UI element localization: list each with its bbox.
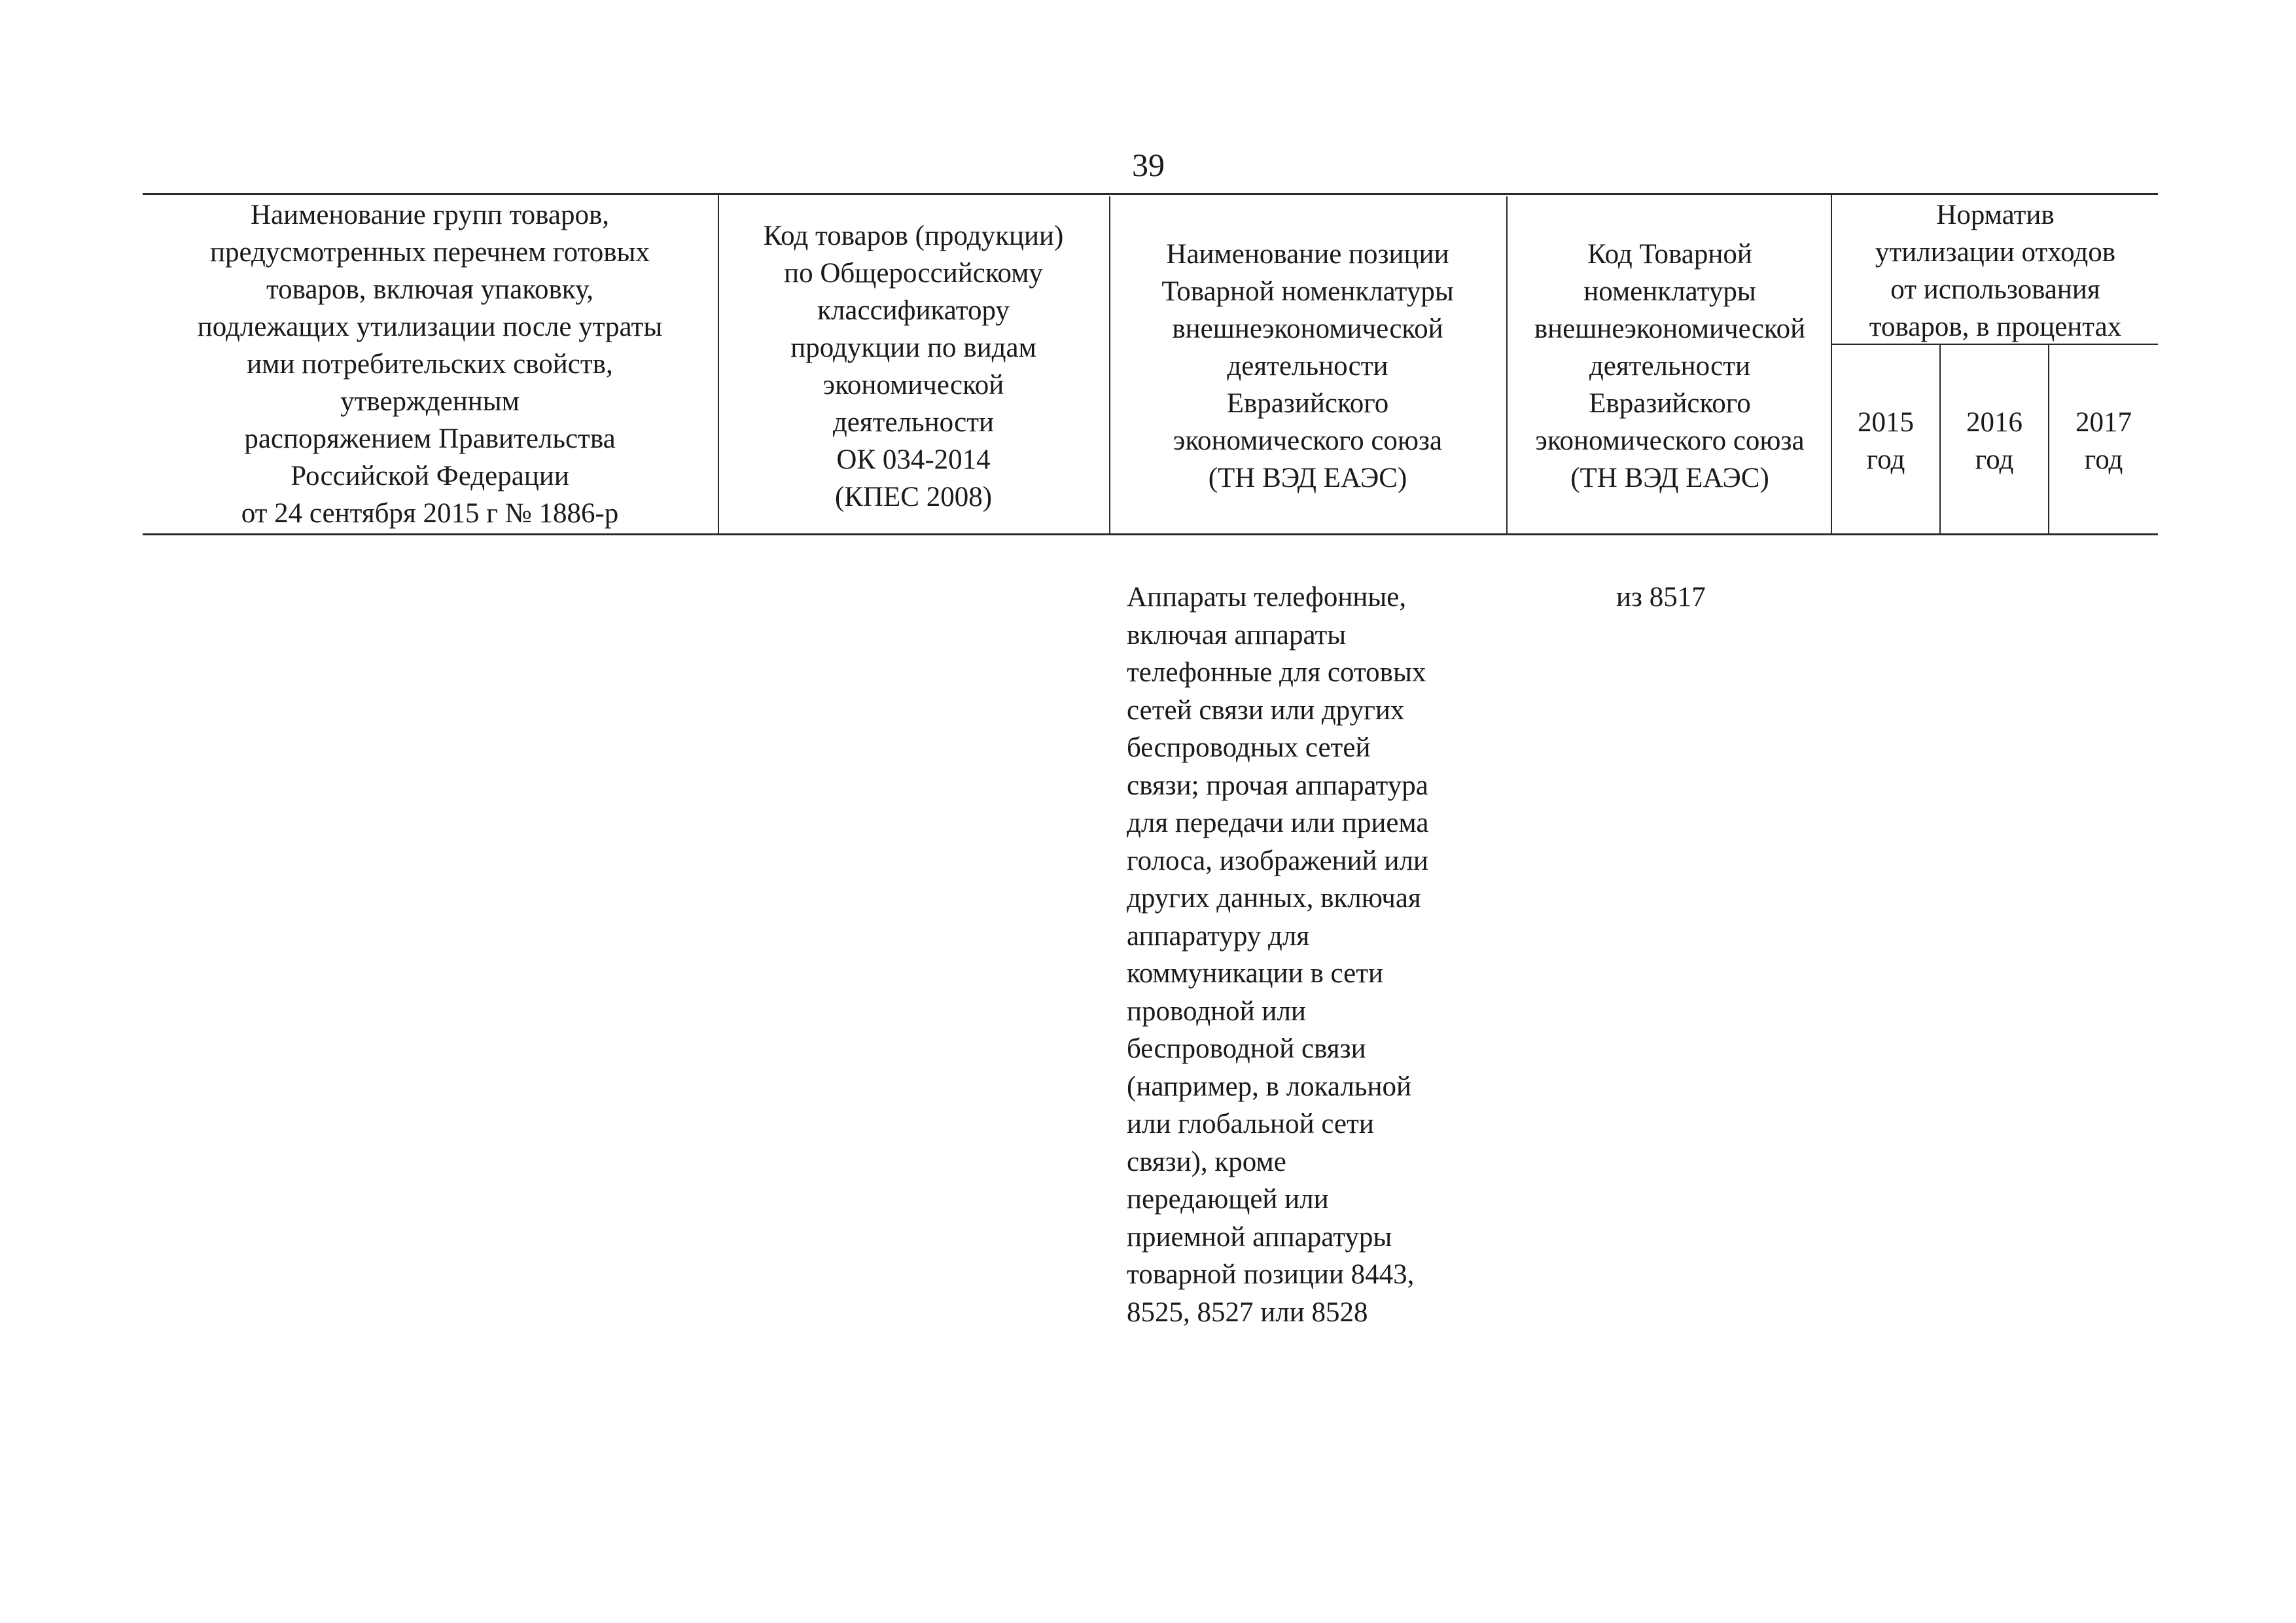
- table-header-bottom-rule: [143, 533, 2158, 535]
- header-tnved-code: Код Товарной номенклатуры внешнеэкономической деятельности Евразийского экономического союза (ТН ВЭД ЕАЭС): [1534, 239, 1806, 493]
- column-divider-2: [1109, 196, 1110, 535]
- header-norm: Норматив утилизации отходов от использования товаров, в процентах: [1869, 200, 2122, 342]
- header-year-2016: 2016 год: [1966, 407, 2022, 475]
- header-year-2015: 2015 год: [1858, 407, 1914, 475]
- header-tnved-name: Наименование позиции Товарной номенклатуры внешнеэкономической деятельности Евразийского экономического союза (ТН ВЭД ЕАЭС): [1161, 239, 1454, 493]
- page-number: 39: [1132, 147, 1165, 183]
- table-top-rule: [143, 193, 2158, 195]
- row-tnved-code: из 8517: [1616, 582, 1706, 613]
- row-tnved-name: Аппараты телефонные, включая аппараты телефонные для сотовых сетей связи или других беспроводных сетей связи; прочая аппаратура для передачи или приема голоса, изображений или других данных, включая аппаратуру для коммуникации в сети проводной или беспроводной связи (например, в локальной или глобальной сети связи), кроме передающей или приемной аппаратуры товарной позиции 8443, 8525, 8527 или 8528: [1127, 582, 1429, 1328]
- header-year-2017: 2017 год: [2075, 407, 2132, 475]
- column-divider-1: [718, 194, 719, 535]
- header-group-name: Наименование групп товаров, предусмотренных перечнем готовых товаров, включая упаковку, подлежащих утилизации после утраты ими потребительских свойств, утвержденным распоряжением Правительства Российской Федерации от 24 сентября 2015 г № 1886-р: [197, 200, 663, 529]
- header-okpd-code: Код товаров (продукции) по Общероссийскому классификатору продукции по видам экономической деятельности ОК 034-2014 (КПЕС 2008): [763, 221, 1064, 512]
